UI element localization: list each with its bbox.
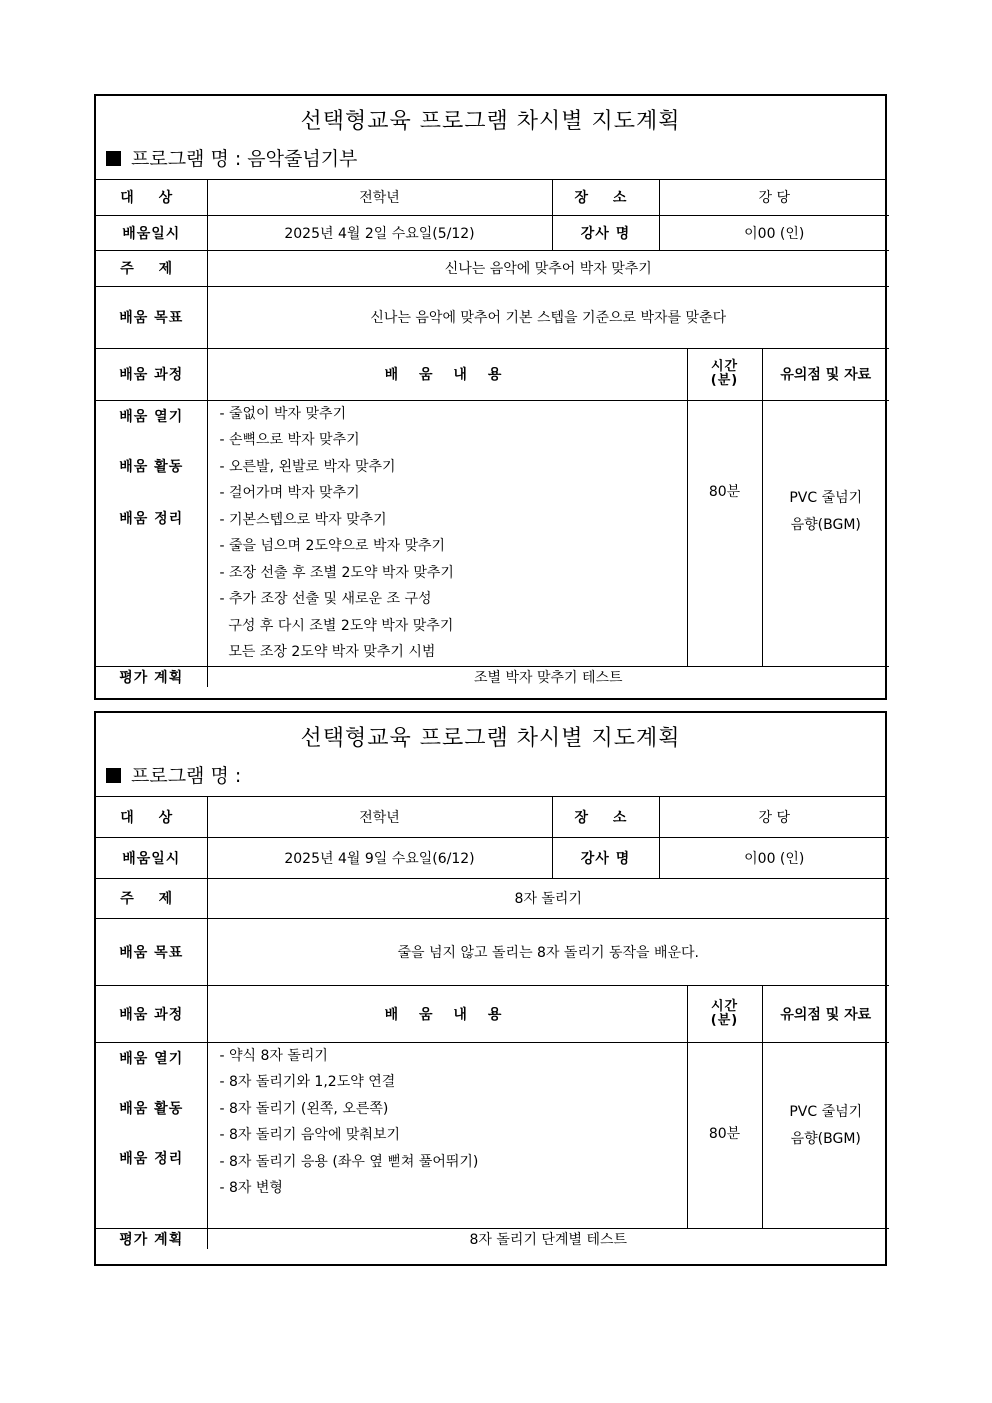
materials	[762, 400, 889, 666]
materials	[762, 1042, 889, 1228]
target-label: 대 상	[96, 180, 207, 215]
place-label: 장 소	[552, 797, 659, 837]
content-item: - 조장 선출 후 조별 2도약 박자 맞추기	[219, 564, 454, 581]
date-label: 배움일시	[96, 215, 207, 250]
time-label: 시간 (분)	[687, 985, 762, 1042]
target-label: 대 상	[96, 797, 207, 837]
content-item: - 8자 변형	[219, 1180, 283, 1196]
content-item: - 8자 돌리기와 1,2도약 연결	[219, 1074, 396, 1090]
notes-label: 유의점 및 자료	[762, 985, 889, 1042]
plan-title: 선택형교육 프로그램 차시별 지도계획	[300, 726, 681, 751]
stage-list	[96, 1042, 207, 1228]
goal-label: 배움 목표	[96, 286, 207, 348]
date-row	[96, 215, 889, 250]
stage-closing: 배움 정리	[119, 1150, 184, 1167]
plan-title: 선택형교육 프로그램 차시별 지도계획	[300, 109, 681, 134]
date-label: 배움일시	[96, 837, 207, 878]
material-item: 음향(BGM)	[790, 1130, 861, 1147]
date-value: 2025년 4월 2일 수요일(5/12)	[207, 215, 552, 250]
content-label: 배 움 내 용	[207, 348, 687, 400]
stage-list	[96, 400, 207, 666]
content-item: - 약식 8자 돌리기	[219, 1047, 328, 1064]
target-value: 전학년	[207, 797, 552, 837]
content-row	[96, 400, 889, 666]
eval-value: 조별 박자 맞추기 테스트	[207, 666, 889, 687]
stage-closing: 배움 정리	[119, 510, 184, 527]
plan-table	[96, 180, 889, 687]
content-item: - 줄없이 박자 맞추기	[219, 405, 347, 422]
plan-header	[96, 96, 885, 180]
instructor-label: 강사 명	[552, 837, 659, 878]
place-value: 강 당	[659, 797, 889, 837]
topic-row	[96, 250, 889, 286]
time-value: 80분	[687, 400, 762, 666]
content-item: 구성 후 다시 조별 2도약 박자 맞추기	[219, 617, 454, 634]
goal-value: 신나는 음악에 맞추어 기본 스텝을 기준으로 박자를 맞춘다	[207, 286, 889, 348]
target-value: 전학년	[207, 180, 552, 215]
date-row	[96, 837, 889, 878]
square-bullet-icon	[106, 151, 121, 166]
content-label: 배 움 내 용	[207, 985, 687, 1042]
target-row	[96, 797, 889, 837]
content-item: - 8자 돌리기 (왼쪽, 오른쪽)	[219, 1100, 389, 1117]
plan-header	[96, 713, 885, 797]
content-header-row	[96, 985, 889, 1042]
topic-label: 주 제	[96, 878, 207, 918]
content-header-row	[96, 348, 889, 400]
stage-activity: 배움 활동	[119, 1100, 184, 1117]
topic-row	[96, 878, 889, 918]
goal-row	[96, 918, 889, 985]
program-name: 프로그램 명 :	[96, 757, 885, 788]
eval-label: 평가 계획	[96, 666, 207, 687]
goal-value: 줄을 넘지 않고 돌리는 8자 돌리기 동작을 배운다.	[207, 918, 889, 985]
content-item: - 오른발, 왼발로 박자 맞추기	[219, 458, 396, 475]
process-label: 배움 과정	[96, 985, 207, 1042]
content-item: - 추가 조장 선출 및 새로운 조 구성	[219, 591, 432, 607]
material-item: 음향(BGM)	[790, 516, 861, 533]
instructor-value: 이00 (인)	[659, 215, 889, 250]
goal-label: 배움 목표	[96, 918, 207, 985]
time-label: 시간 (분)	[687, 348, 762, 400]
instructor-label: 강사 명	[552, 215, 659, 250]
content-item: - 8자 돌리기 응용 (좌우 옆 뻗쳐 풀어뛰기)	[219, 1153, 479, 1170]
time-value: 80분	[687, 1042, 762, 1228]
topic-value: 8자 돌리기	[207, 878, 889, 918]
instructor-value: 이00 (인)	[659, 837, 889, 878]
place-label: 장 소	[552, 180, 659, 215]
target-row	[96, 180, 889, 215]
stage-opening: 배움 열기	[119, 408, 184, 425]
eval-row	[96, 1228, 889, 1249]
content-row	[96, 1042, 889, 1228]
stage-activity: 배움 활동	[119, 458, 184, 475]
plan-table	[96, 797, 889, 1249]
topic-label: 주 제	[96, 250, 207, 286]
notes-label: 유의점 및 자료	[762, 348, 889, 400]
eval-label: 평가 계획	[96, 1228, 207, 1249]
material-item: PVC 줄넘기	[789, 489, 863, 506]
topic-value: 신나는 음악에 맞추어 박자 맞추기	[207, 250, 889, 286]
stage-opening: 배움 열기	[119, 1050, 184, 1067]
eval-value: 8자 돌리기 단계별 테스트	[207, 1228, 889, 1249]
content-item: - 손뼉으로 박자 맞추기	[219, 432, 360, 448]
date-value: 2025년 4월 9일 수요일(6/12)	[207, 837, 552, 878]
process-label: 배움 과정	[96, 348, 207, 400]
place-value: 강 당	[659, 180, 889, 215]
lesson-plan-2	[94, 711, 887, 1266]
program-name: 프로그램 명 : 음악줄넘기부	[96, 140, 885, 171]
content-list	[207, 1042, 687, 1228]
material-item: PVC 줄넘기	[789, 1103, 863, 1120]
content-list	[207, 400, 687, 666]
content-item: - 줄을 넘으며 2도약으로 박자 맞추기	[219, 538, 446, 554]
square-bullet-icon	[106, 768, 121, 783]
content-item: - 기본스텝으로 박자 맞추기	[219, 511, 387, 528]
eval-row	[96, 666, 889, 687]
content-item: 모든 조장 2도약 박자 맞추기 시범	[219, 644, 436, 660]
content-item: - 걸어가며 박자 맞추기	[219, 485, 360, 501]
goal-row	[96, 286, 889, 348]
lesson-plan-1	[94, 94, 887, 700]
content-item: - 8자 돌리기 음악에 맞춰보기	[219, 1127, 401, 1143]
